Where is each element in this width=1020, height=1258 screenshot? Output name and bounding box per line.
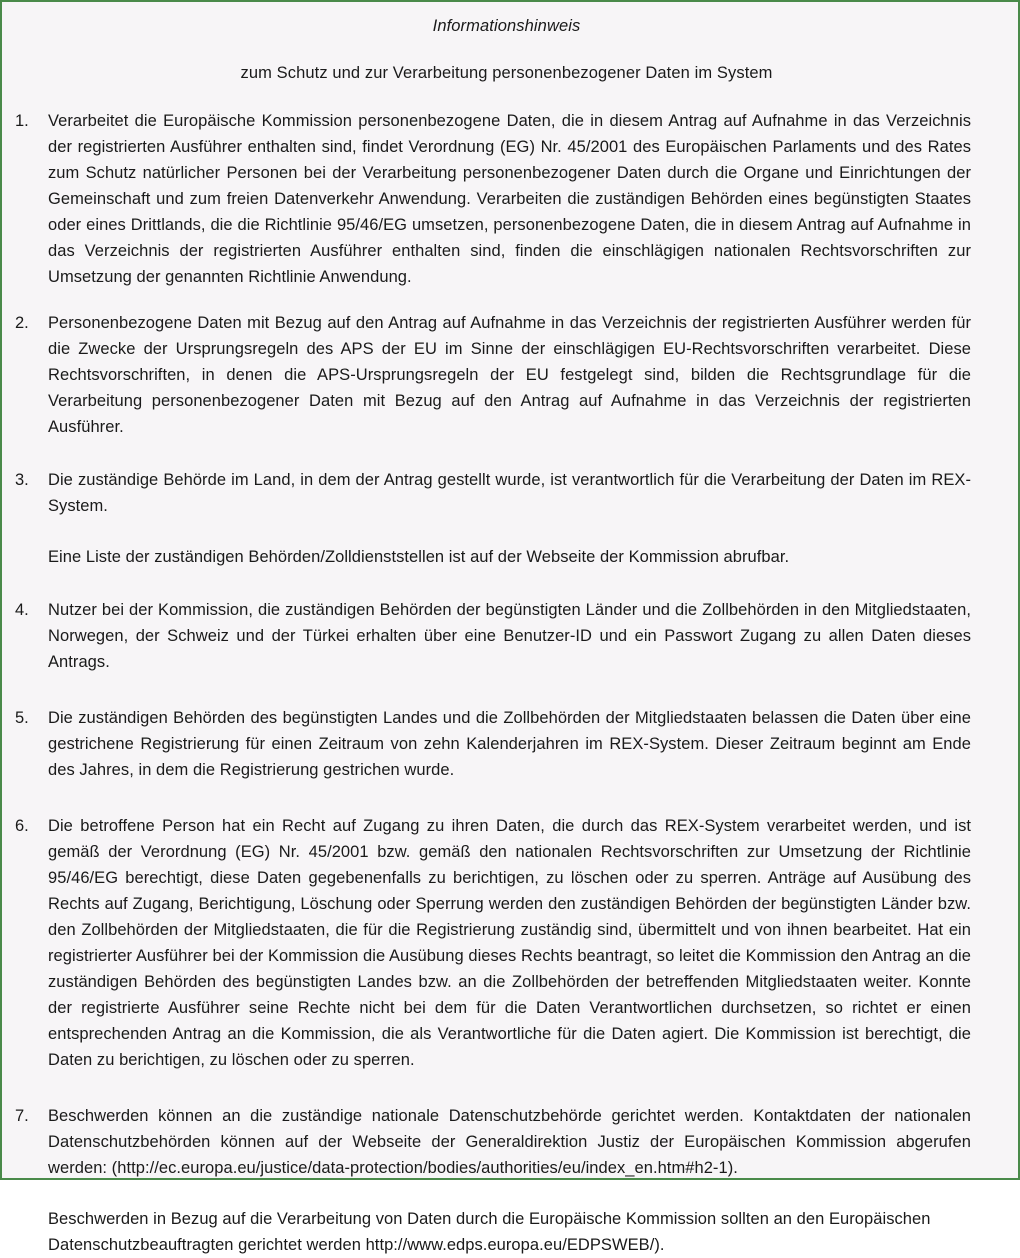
clause-item-2 [15, 310, 971, 440]
clause-item-3 [15, 467, 971, 570]
document-content [2, 2, 1018, 1255]
clause-number: 2. [15, 314, 29, 333]
clause-text: Die zuständigen Behörden des begünstigten Landes und die Zollbehörden der Mitgliedstaaten belassen die Daten über eine gestrichene Registrierung für einen Zeitraum von zehn Kalenderjahren im REX-System. Dieser Zeitraum beginnt am Ende des Jahres, in dem die Registrierung gestrichen wurde. [48, 709, 971, 780]
clause-number: 5. [15, 709, 29, 728]
clause-item-6 [15, 813, 971, 1073]
document-title: Informationshinweis [432, 17, 581, 35]
clause-text: Verarbeitet die Europäische Kommission personenbezogene Daten, die in diesem Antrag auf Aufnahme in das Verzeichnis der registrierten Ausführer enthalten sind, findet Verordnung (EG) Nr. 45/2001 des Europäischen Parlaments und des Rates zum Schutz natürlicher Personen bei der Verarbeitung personenbezogener Daten durch die Organe und Einrichtungen der Gemeinschaft und zum freien Datenverkehr Anwendung. Verarbeiten die zuständigen Behörden eines begünstigten Staates oder eines Drittlands, die die Richtlinie 95/46/EG umsetzen, personenbezogene Daten, die in diesem Antrag auf Aufnahme in das Verzeichnis der registrierten Ausführer enthalten sind, finden die einschlägigen nationalen Rechtsvorschriften zur Umsetzung der genannten Richtlinie Anwendung. [48, 112, 971, 287]
clause-text: Nutzer bei der Kommission, die zuständigen Behörden der begünstigten Länder und die Zollbehörden in den Mitgliedstaaten, Norwegen, der Schweiz und der Türkei erhalten über eine Benutzer-ID und ein Passwort Zugang zu allen Daten dieses Antrags. [48, 601, 971, 672]
clause-subtext: Eine Liste der zuständigen Behörden/Zolldienststellen ist auf der Webseite der Kommission abrufbar. [48, 548, 790, 567]
clause-item-7 [15, 1103, 971, 1258]
clause-text: Die zuständige Behörde im Land, in dem der Antrag gestellt wurde, ist verantwortlich für die Verarbeitung der Daten im REX-System. [48, 471, 971, 516]
clause-text: Personenbezogene Daten mit Bezug auf den Antrag auf Aufnahme in das Verzeichnis der registrierten Ausführer werden für die Zwecke der Ursprungsregeln des APS der EU im Sinne der einschlägigen EU-Rechtsvorschriften verarbeitet. Diese Rechtsvorschriften, in denen die APS-Ursprungsregeln der EU festgelegt sind, bilden die Rechtsgrundlage für die Verarbeitung personenbezogener Daten mit Bezug auf den Antrag auf Aufnahme in das Verzeichnis der registrierten Ausführer. [48, 314, 971, 437]
clause-item-5 [15, 705, 971, 783]
numbered-clause-list [13, 83, 1000, 1258]
clause-number: 1. [15, 112, 29, 131]
document-subtitle: zum Schutz und zur Verarbeitung personenbezogener Daten im System [240, 63, 773, 82]
clause-subtext: Beschwerden in Bezug auf die Verarbeitung von Daten durch die Europäische Kommission sollten an den Europäischen Datenschutzbeauftragten gerichtet werden http://www.edps.europa.eu/EDPSWEB/). [48, 1210, 931, 1255]
clause-item-4 [15, 597, 971, 675]
clause-number: 7. [15, 1107, 29, 1126]
clause-item-1 [15, 108, 971, 290]
clause-number: 3. [15, 471, 29, 490]
clause-text: Beschwerden können an die zuständige nationale Datenschutzbehörde gerichtet werden. Kontaktdaten der nationalen Datenschutzbehörden können auf der Webseite der Generaldirektion Justiz der Europäischen Kommission abgerufen werden: (http://ec.europa.eu/justice/data-protection/bodies/authorities/eu/index_en.htm#h2-1). [48, 1107, 971, 1178]
clause-number: 6. [15, 817, 29, 836]
clause-text: Die betroffene Person hat ein Recht auf Zugang zu ihren Daten, die durch das REX-System verarbeitet werden, und ist gemäß der Verordnung (EG) Nr. 45/2001 bzw. gemäß den nationalen Rechtsvorschriften zur Umsetzung der Richtlinie 95/46/EG berechtigt, diese Daten gegebenenfalls zu berichtigen, zu löschen oder zu sperren. Anträge auf Ausübung des Rechts auf Zugang, Berichtigung, Löschung oder Sperrung werden den zuständigen Behörden der begünstigten Länder bzw. den Zollbehörden der Mitgliedstaaten, die für die Registrierung zuständig sind, übermittelt und von ihnen bearbeitet. Hat ein registrierter Ausführer bei der Kommission die Ausübung dieses Rechts beantragt, so leitet die Kommission den Antrag an die zuständigen Behörden des begünstigten Landes bzw. an die Zollbehörden der betreffenden Mitgliedstaaten weiter. Konnte der registrierte Ausführer seine Rechte nicht bei dem für die Daten Verantwortlichen durchsetzen, so richtet er einen entsprechenden Antrag an die Kommission, die als Verantwortliche für die Daten agiert. Die Kommission ist berechtigt, die Daten zu berichtigen, zu löschen oder zu sperren. [48, 817, 971, 1070]
clause-number: 4. [15, 601, 29, 620]
